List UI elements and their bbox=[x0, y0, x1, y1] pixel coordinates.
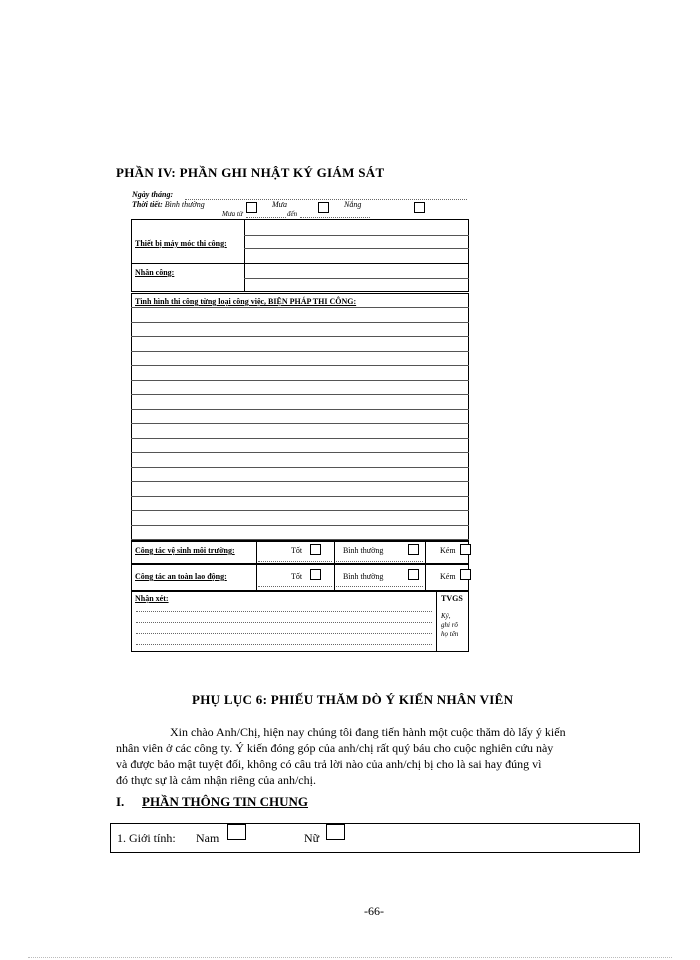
female-label: Nữ bbox=[304, 831, 320, 845]
progress-ruled-line bbox=[131, 394, 469, 395]
weather-sunny-checkbox[interactable] bbox=[414, 202, 425, 213]
gender-question-box bbox=[110, 823, 640, 853]
equipment-line bbox=[244, 248, 469, 249]
progress-ruled-line bbox=[131, 423, 469, 424]
male-label: Nam bbox=[196, 831, 220, 845]
progress-ruled-line bbox=[131, 481, 469, 482]
intro-line-3: và được bảo mật tuyệt đối, không có câu trả lời nào của anh/chị bị cho là sai hay đúng vì bbox=[116, 757, 542, 771]
progress-ruled-line bbox=[131, 409, 469, 410]
safety-dotted-line bbox=[258, 586, 332, 587]
equipment-divider bbox=[244, 219, 245, 292]
hygiene-dotted-line bbox=[336, 561, 423, 562]
hygiene-normal-label: Bình thường bbox=[343, 546, 384, 555]
date-label: Ngày tháng: bbox=[132, 190, 174, 199]
safety-good-checkbox[interactable] bbox=[310, 569, 321, 580]
weather-normal-checkbox[interactable] bbox=[246, 202, 257, 213]
remarks-divider bbox=[436, 591, 437, 652]
sign-line-3: họ tên bbox=[441, 630, 459, 638]
female-checkbox[interactable] bbox=[326, 824, 345, 840]
progress-ruled-line bbox=[131, 510, 469, 511]
progress-ruled-line bbox=[131, 380, 469, 381]
progress-ruled-line bbox=[131, 467, 469, 468]
rain-from-dotted-line bbox=[246, 217, 286, 218]
tvgs-label: TVGS bbox=[441, 594, 463, 603]
progress-ruled-line bbox=[131, 307, 469, 308]
safety-divider bbox=[425, 564, 426, 591]
safety-divider bbox=[256, 564, 257, 591]
weather-sunny-label: Nắng bbox=[344, 200, 362, 209]
labor-separator bbox=[131, 263, 469, 264]
equipment-label: Thiết bị máy móc thi công: bbox=[135, 239, 227, 248]
progress-ruled-line bbox=[131, 496, 469, 497]
page-number: -66- bbox=[364, 904, 384, 918]
hygiene-normal-checkbox[interactable] bbox=[408, 544, 419, 555]
hygiene-poor-label: Kém bbox=[440, 546, 456, 555]
sign-line-1: Ký, bbox=[441, 612, 451, 620]
appendix-title: PHỤ LỤC 6: PHIẾU THĂM DÒ Ý KIẾN NHÂN VIÊN bbox=[192, 692, 514, 707]
safety-dotted-line bbox=[336, 586, 423, 587]
rain-to-dotted-line bbox=[300, 217, 370, 218]
hygiene-divider bbox=[334, 541, 335, 564]
hygiene-dotted-line bbox=[258, 561, 332, 562]
hygiene-divider bbox=[256, 541, 257, 564]
hygiene-good-checkbox[interactable] bbox=[310, 544, 321, 555]
safety-poor-checkbox[interactable] bbox=[460, 569, 471, 580]
remarks-label: Nhận xét: bbox=[135, 594, 169, 603]
safety-normal-checkbox[interactable] bbox=[408, 569, 419, 580]
intro-line-4: đó thực sự là cảm nhận riêng của anh/chị. bbox=[116, 773, 316, 787]
progress-ruled-line bbox=[131, 438, 469, 439]
remarks-dotted-line bbox=[136, 644, 432, 645]
general-info-heading: PHẦN THÔNG TIN CHUNG bbox=[142, 794, 309, 809]
progress-ruled-line bbox=[131, 452, 469, 453]
sign-line-2: ghi rõ bbox=[441, 621, 458, 629]
hygiene-good-label: Tốt bbox=[291, 546, 303, 555]
date-dotted-line bbox=[185, 199, 467, 200]
section-number: I. bbox=[116, 794, 125, 809]
hygiene-poor-checkbox[interactable] bbox=[460, 544, 471, 555]
safety-normal-label: Bình thường bbox=[343, 572, 384, 581]
remarks-dotted-line bbox=[136, 633, 432, 634]
weather-normal-label: Bình thường bbox=[164, 200, 205, 209]
rain-to-label: đến bbox=[287, 210, 298, 218]
weather-rain-checkbox[interactable] bbox=[318, 202, 329, 213]
progress-ruled-line bbox=[131, 322, 469, 323]
weather-rain-label: Mưa bbox=[272, 200, 288, 209]
labor-label: Nhân công: bbox=[135, 268, 175, 277]
gender-label: 1. Giới tính: bbox=[117, 831, 176, 845]
safety-label: Công tác an toàn lao động: bbox=[135, 572, 227, 581]
progress-ruled-line bbox=[131, 336, 469, 337]
progress-ruled-line bbox=[131, 539, 469, 540]
safety-good-label: Tốt bbox=[291, 572, 303, 581]
safety-poor-label: Kém bbox=[440, 572, 456, 581]
weather-label: Thời tiết: bbox=[132, 200, 163, 209]
remarks-dotted-line bbox=[136, 611, 432, 612]
section-title: PHẦN IV: PHẦN GHI NHẬT KÝ GIÁM SÁT bbox=[116, 165, 385, 180]
intro-line-1: Xin chào Anh/Chị, hiện nay chúng tôi đang tiến hành một cuộc thăm dò lấy ý kiến bbox=[170, 725, 566, 739]
hygiene-label: Công tác vệ sinh môi trường: bbox=[135, 546, 235, 555]
safety-divider bbox=[334, 564, 335, 591]
intro-line-2: nhân viên ở các công ty. Ý kiến đóng góp của anh/chị rất quý báu cho cuộc nghiên cứu này bbox=[116, 741, 554, 755]
progress-ruled-line bbox=[131, 525, 469, 526]
hygiene-divider bbox=[425, 541, 426, 564]
progress-block bbox=[131, 293, 469, 541]
rain-from-label: Mưa từ bbox=[222, 210, 243, 218]
progress-ruled-line bbox=[131, 351, 469, 352]
page-bottom-dotted-line bbox=[28, 957, 672, 958]
equipment-labor-block bbox=[131, 219, 469, 292]
weather-row bbox=[132, 200, 205, 209]
progress-ruled-line bbox=[131, 365, 469, 366]
progress-label: Tình hình thi công từng loại công việc, BIỆN PHÁP THI CÔNG: bbox=[135, 297, 357, 306]
remarks-dotted-line bbox=[136, 622, 432, 623]
equipment-line bbox=[244, 235, 469, 236]
labor-line bbox=[244, 278, 469, 279]
male-checkbox[interactable] bbox=[227, 824, 246, 840]
